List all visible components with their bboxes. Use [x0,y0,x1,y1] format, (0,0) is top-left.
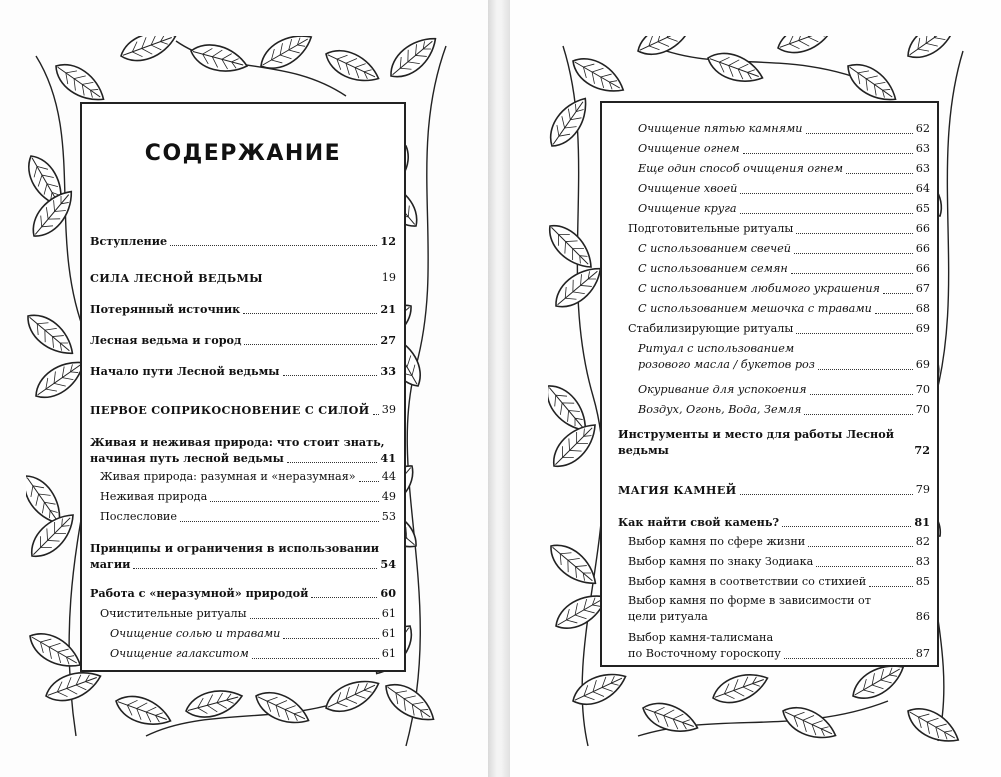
toc-panel-left [80,102,406,672]
toc-section-heading[interactable]: ПЕРВОЕ СОПРИКОСНОВЕНИЕ С СИЛОЙ 39 [90,403,396,417]
toc-entry[interactable]: Живая и неживая природа: что стоит знать, начиная путь лесной ведьмы 41 [90,435,396,465]
toc-section-heading[interactable]: МАГИЯ КАМНЕЙ 79 [618,483,930,497]
toc-subsubentry[interactable]: С использованием семян 66 [638,262,930,275]
toc-entry[interactable]: Лесная ведьма и город 27 [90,333,396,347]
toc-entry[interactable]: Начало пути Лесной ведьмы 33 [90,364,396,378]
toc-subsubentry[interactable]: Еще один способ очищения огнем 63 [638,162,930,175]
toc-entry[interactable]: Работа с «неразумной» природой 60 [90,586,396,600]
toc-subsubentry[interactable]: Очищение хвоей 64 [638,182,930,195]
toc-subentry[interactable]: Выбор камня по сфере жизни 82 [628,535,930,548]
left-page [0,0,488,777]
toc-subentry[interactable]: Выбор камня-талисмана по Восточному гороскопу 87 [628,631,930,660]
toc-subentry[interactable]: Стабилизирующие ритуалы 69 [628,322,930,335]
toc-subsubentry[interactable]: Очищение огнем 63 [638,142,930,155]
book-gutter [488,0,510,777]
toc-subentry[interactable]: Неживая природа 49 [100,490,396,503]
toc-section-heading[interactable]: СИЛА ЛЕСНОЙ ВЕДЬМЫ 19 [90,271,396,285]
right-page [510,0,1001,777]
toc-entry[interactable]: Потерянный источник 21 [90,302,396,316]
toc-subsubentry[interactable]: Очищение пятью камнями 62 [638,122,930,135]
toc-subentry[interactable]: Очистительные ритуалы 61 [100,607,396,620]
toc-heading: СОДЕРЖАНИЕ [144,141,342,166]
toc-subentry[interactable]: Выбор камня по форме в зависимости от цели ритуала 86 [628,594,930,623]
toc-subsubentry[interactable]: Очищение круга 65 [638,202,930,215]
toc-subsubentry[interactable]: С использованием любимого украшения 67 [638,282,930,295]
toc-subsubentry[interactable]: Воздух, Огонь, Вода, Земля 70 [638,403,930,416]
toc-subsubentry[interactable]: Ритуал с использованием розового масла / букетов роз 69 [638,342,930,371]
toc-subentry[interactable]: Подготовительные ритуалы 66 [628,222,930,235]
toc-subentry[interactable]: Выбор камня по знаку Зодиака 83 [628,555,930,568]
toc-entry[interactable]: Принципы и ограничения в использовании магии 54 [90,541,396,571]
toc-subsubentry[interactable]: Окуривание для успокоения 70 [638,383,930,396]
toc-entry[interactable]: Инструменты и место для работы Лесной ведьмы 72 [618,427,930,457]
toc-entry[interactable]: Вступление 12 [90,234,396,248]
toc-subentry[interactable]: Послесловие 53 [100,510,396,523]
toc-subsubentry[interactable]: С использованием свечей 66 [638,242,930,255]
toc-subsubentry[interactable]: Очищение галакситом 61 [110,647,396,660]
toc-subsubentry[interactable]: Очищение солью и травами 61 [110,627,396,640]
toc-entry[interactable]: Как найти свой камень? 81 [618,515,930,529]
toc-panel-right [600,101,939,667]
toc-subentry[interactable]: Живая природа: разумная и «неразумная» 44 [100,470,396,483]
toc-subsubentry[interactable]: С использованием мешочка с травами 68 [638,302,930,315]
toc-subentry[interactable]: Выбор камня в соответствии со стихией 85 [628,575,930,588]
